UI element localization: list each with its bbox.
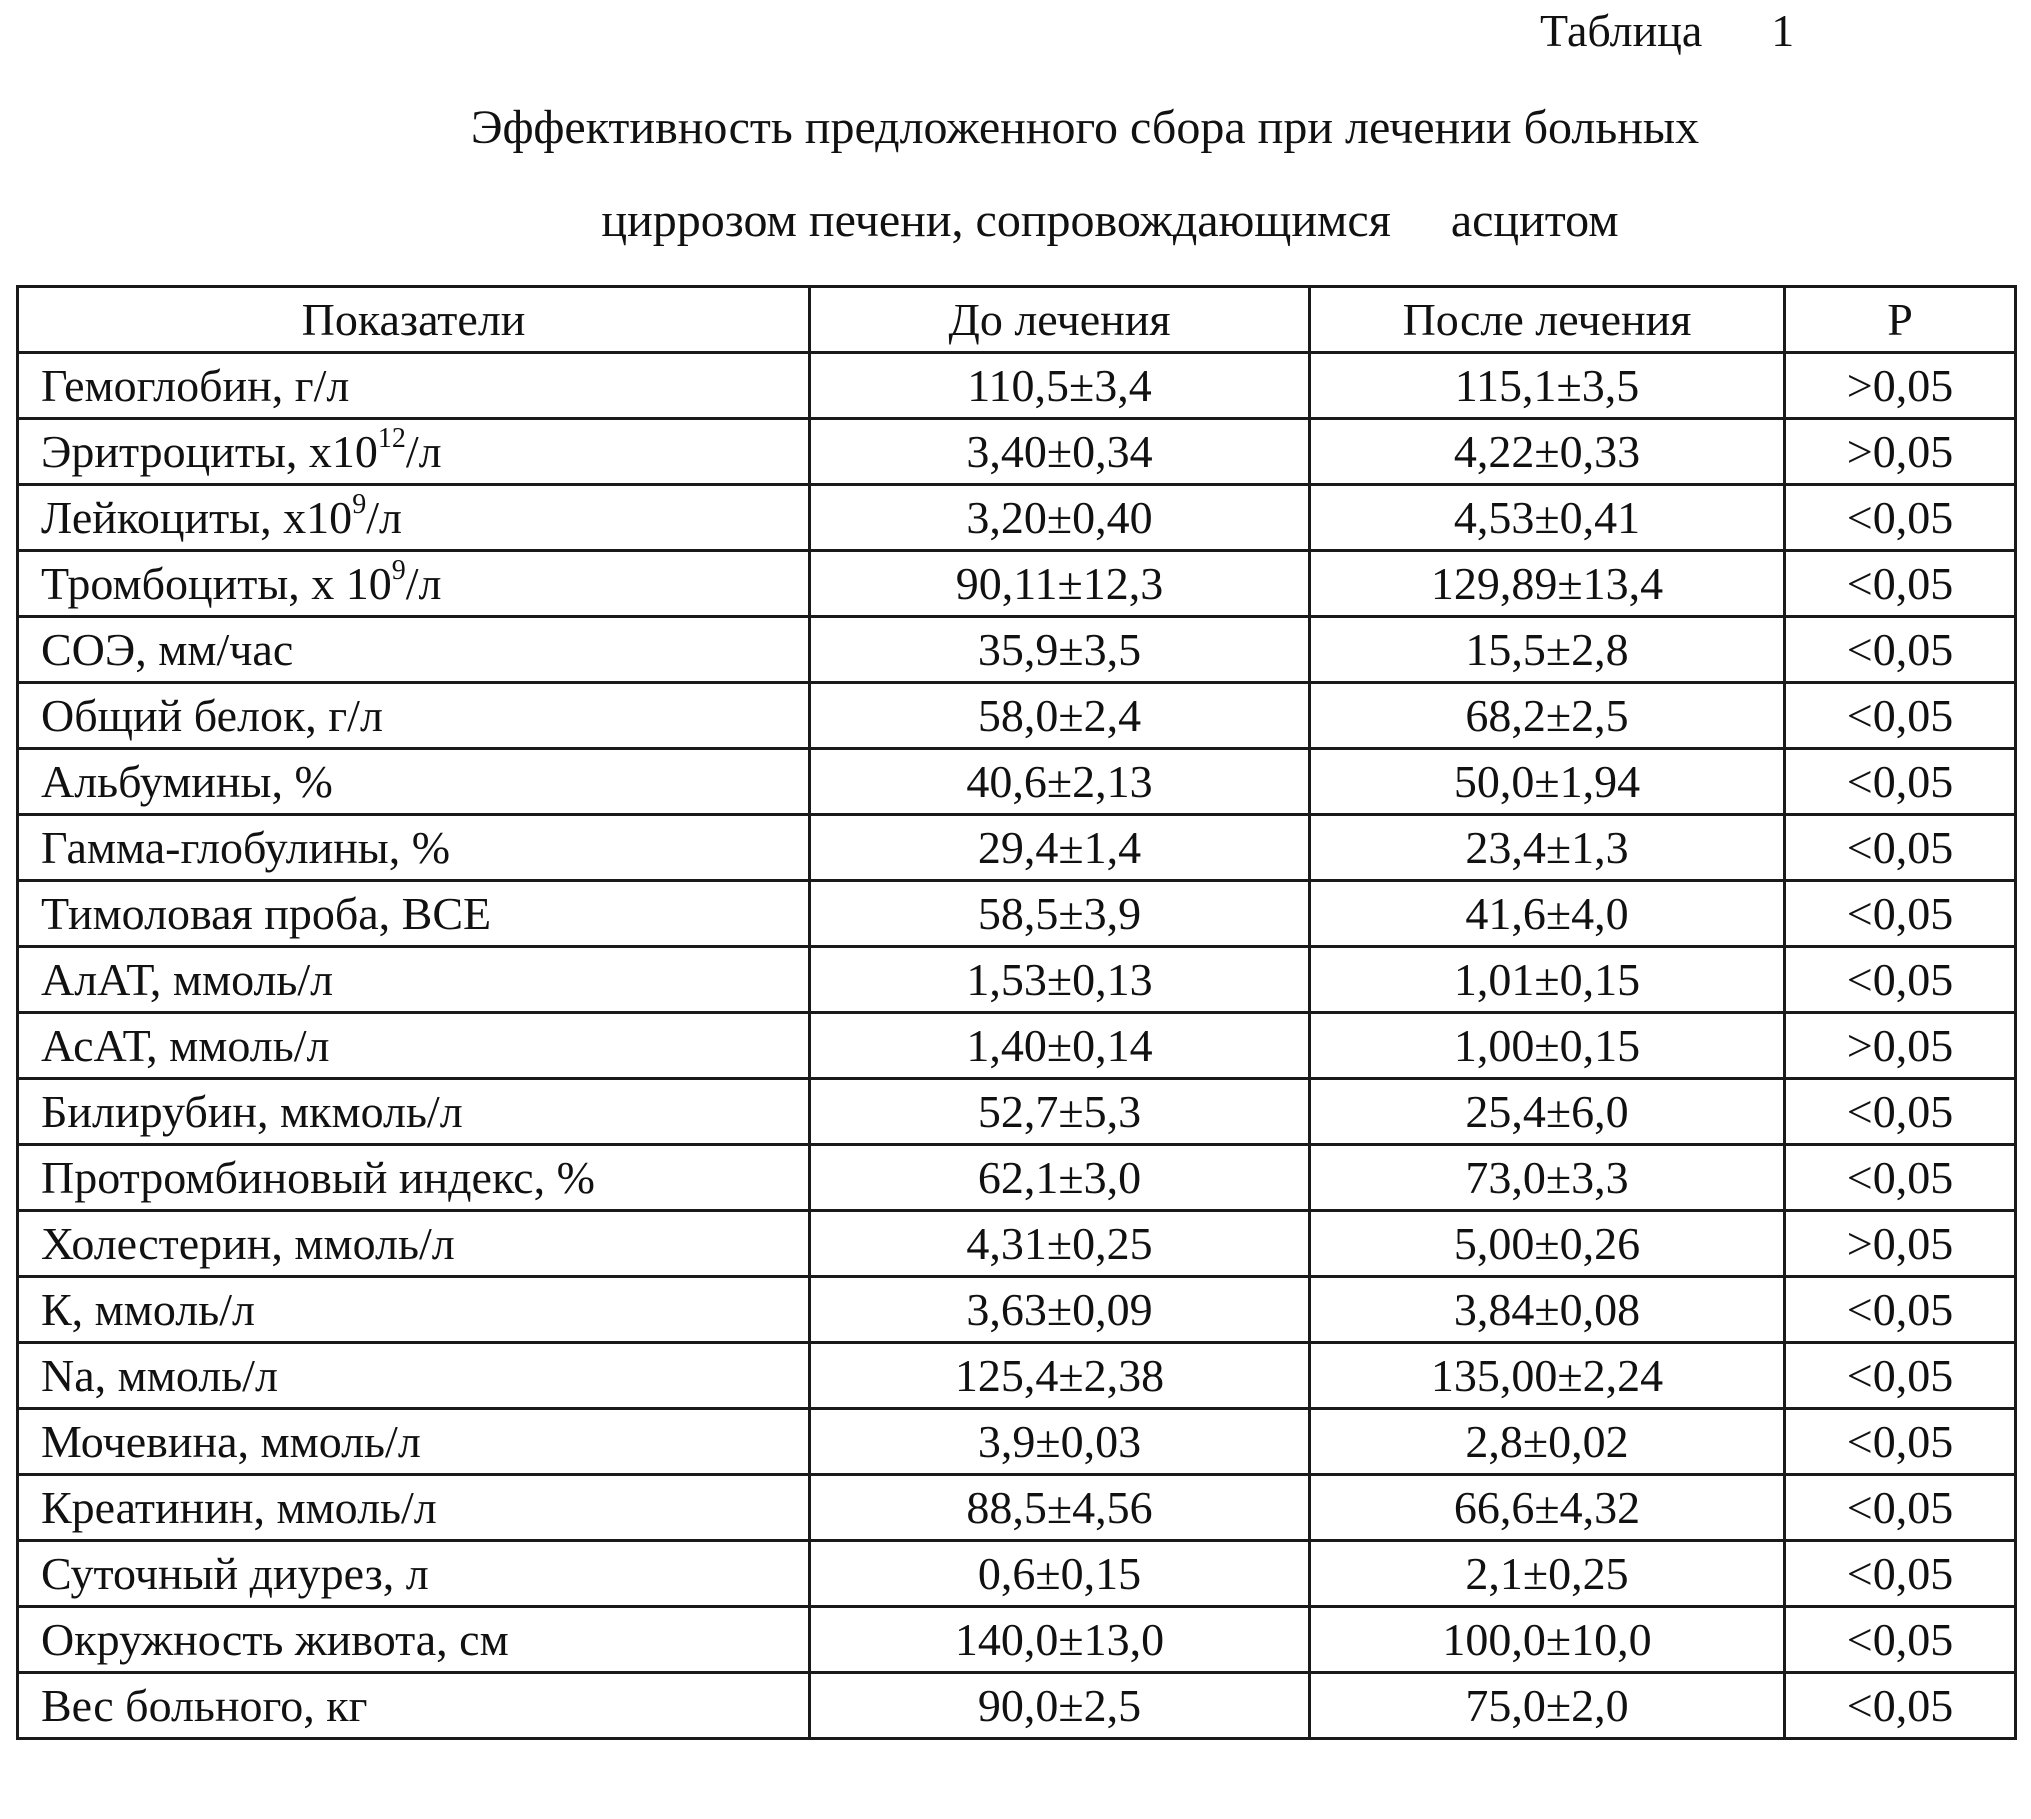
- table-row: [18, 1409, 2016, 1475]
- p-value: <0,05: [1785, 485, 2016, 551]
- indicator-name: [18, 485, 810, 551]
- indicator-name: [18, 353, 810, 419]
- table-row: [18, 1541, 2016, 1607]
- header-before-treatment: До лечения: [810, 287, 1310, 353]
- p-value: <0,05: [1785, 1409, 2016, 1475]
- table-row: [18, 1673, 2016, 1739]
- p-value: <0,05: [1785, 1541, 2016, 1607]
- indicator-name-text: Лейкоциты, x10: [41, 491, 353, 543]
- value-before-treatment: 110,5±3,4: [810, 353, 1310, 419]
- value-before-treatment: 88,5±4,56: [810, 1475, 1310, 1541]
- table-row: [18, 881, 2016, 947]
- value-after-treatment: 41,6±4,0: [1310, 881, 1785, 947]
- indicator-name: [18, 1013, 810, 1079]
- unit-suffix: /л: [405, 557, 442, 609]
- p-value: >0,05: [1785, 1211, 2016, 1277]
- table-row: [18, 815, 2016, 881]
- value-after-treatment: 15,5±2,8: [1310, 617, 1785, 683]
- value-after-treatment: 2,1±0,25: [1310, 1541, 1785, 1607]
- p-value: <0,05: [1785, 1145, 2016, 1211]
- value-before-treatment: 3,40±0,34: [810, 419, 1310, 485]
- p-value: <0,05: [1785, 947, 2016, 1013]
- value-before-treatment: 0,6±0,15: [810, 1541, 1310, 1607]
- indicator-name-text: Тромбоциты, x 10: [41, 557, 392, 609]
- value-after-treatment: 2,8±0,02: [1310, 1409, 1785, 1475]
- indicator-name-text: Билирубин, мкмоль/л: [41, 1085, 463, 1137]
- indicator-name: [18, 1475, 810, 1541]
- indicator-name-text: Вес больного, кг: [41, 1679, 368, 1731]
- value-after-treatment: 50,0±1,94: [1310, 749, 1785, 815]
- indicator-name: [18, 419, 810, 485]
- table-row: [18, 1013, 2016, 1079]
- indicator-name-text: Окружность живота, см: [41, 1613, 509, 1665]
- p-value: <0,05: [1785, 1343, 2016, 1409]
- value-after-treatment: 73,0±3,3: [1310, 1145, 1785, 1211]
- indicator-name: [18, 1607, 810, 1673]
- indicator-name: [18, 1673, 810, 1739]
- value-before-treatment: 4,31±0,25: [810, 1211, 1310, 1277]
- value-after-treatment: 115,1±3,5: [1310, 353, 1785, 419]
- value-after-treatment: 1,01±0,15: [1310, 947, 1785, 1013]
- value-before-treatment: 3,63±0,09: [810, 1277, 1310, 1343]
- value-before-treatment: 58,0±2,4: [810, 683, 1310, 749]
- indicator-name: [18, 1079, 810, 1145]
- table-row: [18, 1079, 2016, 1145]
- indicator-name: [18, 815, 810, 881]
- indicator-name-text: Суточный диурез, л: [41, 1547, 429, 1599]
- value-before-treatment: 40,6±2,13: [810, 749, 1310, 815]
- indicator-name: [18, 1277, 810, 1343]
- indicator-name: [18, 683, 810, 749]
- results-table: [16, 285, 2017, 1740]
- value-before-treatment: 1,53±0,13: [810, 947, 1310, 1013]
- value-before-treatment: 35,9±3,5: [810, 617, 1310, 683]
- p-value: <0,05: [1785, 551, 2016, 617]
- indicator-name: [18, 1541, 810, 1607]
- p-value: <0,05: [1785, 683, 2016, 749]
- indicator-name-text: К, ммоль/л: [41, 1283, 255, 1335]
- p-value: <0,05: [1785, 617, 2016, 683]
- indicator-name-text: Тимоловая проба, ВСЕ: [41, 887, 492, 939]
- value-after-treatment: 75,0±2,0: [1310, 1673, 1785, 1739]
- value-before-treatment: 3,9±0,03: [810, 1409, 1310, 1475]
- value-before-treatment: 3,20±0,40: [810, 485, 1310, 551]
- value-before-treatment: 58,5±3,9: [810, 881, 1310, 947]
- table-caption-line-1: Эффективность предложенного сбора при лечении больных: [470, 101, 1700, 154]
- unit-suffix: /л: [405, 425, 442, 477]
- table-row: [18, 947, 2016, 1013]
- unit-exponent: 9: [391, 554, 406, 586]
- value-before-treatment: 90,0±2,5: [810, 1673, 1310, 1739]
- indicator-name: [18, 881, 810, 947]
- indicator-name-text: Гамма-глобулины, %: [41, 821, 451, 873]
- indicator-name: [18, 1211, 810, 1277]
- table-body: [18, 353, 2016, 1739]
- header-p-value: P: [1785, 287, 2016, 353]
- p-value: <0,05: [1785, 1673, 2016, 1739]
- value-after-treatment: 25,4±6,0: [1310, 1079, 1785, 1145]
- table-number-label: Таблица 1: [1540, 5, 1795, 56]
- value-before-treatment: 140,0±13,0: [810, 1607, 1310, 1673]
- table-row: [18, 683, 2016, 749]
- table-row: [18, 1277, 2016, 1343]
- table-header-row: [18, 287, 2016, 353]
- p-value: <0,05: [1785, 1277, 2016, 1343]
- indicator-name: [18, 1145, 810, 1211]
- value-before-treatment: 29,4±1,4: [810, 815, 1310, 881]
- value-after-treatment: 1,00±0,15: [1310, 1013, 1785, 1079]
- indicator-name-text: Протромбиновый индекс, %: [41, 1151, 595, 1203]
- table-row: [18, 353, 2016, 419]
- unit-suffix: /л: [366, 491, 402, 543]
- value-before-treatment: 62,1±3,0: [810, 1145, 1310, 1211]
- indicator-name-text: Мочевина, ммоль/л: [41, 1415, 421, 1467]
- indicator-name: [18, 947, 810, 1013]
- table-row: [18, 1607, 2016, 1673]
- value-after-treatment: 23,4±1,3: [1310, 815, 1785, 881]
- p-value: >0,05: [1785, 419, 2016, 485]
- table-row: [18, 1211, 2016, 1277]
- table-row: [18, 551, 2016, 617]
- value-before-treatment: 52,7±5,3: [810, 1079, 1310, 1145]
- value-after-treatment: 135,00±2,24: [1310, 1343, 1785, 1409]
- table-row: [18, 749, 2016, 815]
- value-after-treatment: 5,00±0,26: [1310, 1211, 1785, 1277]
- indicator-name: [18, 749, 810, 815]
- value-after-treatment: 129,89±13,4: [1310, 551, 1785, 617]
- unit-exponent: 12: [377, 422, 406, 454]
- p-value: <0,05: [1785, 881, 2016, 947]
- table-row: [18, 1475, 2016, 1541]
- indicator-name: [18, 1343, 810, 1409]
- indicator-name-text: Холестерин, ммоль/л: [41, 1217, 455, 1269]
- p-value: >0,05: [1785, 353, 2016, 419]
- table-caption-line-2: циррозом печени, сопровождающимся асцитом: [601, 194, 1619, 247]
- indicator-name: [18, 617, 810, 683]
- table-row: [18, 617, 2016, 683]
- indicator-name-text: Альбумины, %: [41, 755, 333, 807]
- table-row: [18, 419, 2016, 485]
- p-value: <0,05: [1785, 1475, 2016, 1541]
- table-row: [18, 1145, 2016, 1211]
- header-after-treatment: После лечения: [1310, 287, 1785, 353]
- value-after-treatment: 4,22±0,33: [1310, 419, 1785, 485]
- indicator-name-text: СОЭ, мм/час: [41, 623, 294, 675]
- indicator-name-text: АлАТ, ммоль/л: [41, 953, 334, 1005]
- value-before-treatment: 125,4±2,38: [810, 1343, 1310, 1409]
- indicator-name-text: Креатинин, ммоль/л: [41, 1481, 437, 1533]
- value-before-treatment: 90,11±12,3: [810, 551, 1310, 617]
- value-after-treatment: 66,6±4,32: [1310, 1475, 1785, 1541]
- indicator-name-text: Гемоглобин, г/л: [41, 359, 350, 411]
- unit-exponent: 9: [352, 488, 367, 520]
- p-value: <0,05: [1785, 815, 2016, 881]
- value-after-treatment: 68,2±2,5: [1310, 683, 1785, 749]
- p-value: <0,05: [1785, 1079, 2016, 1145]
- indicator-name-text: АсАТ, ммоль/л: [41, 1019, 330, 1071]
- p-value: <0,05: [1785, 1607, 2016, 1673]
- indicator-name: [18, 1409, 810, 1475]
- value-after-treatment: 3,84±0,08: [1310, 1277, 1785, 1343]
- table-row: [18, 1343, 2016, 1409]
- value-before-treatment: 1,40±0,14: [810, 1013, 1310, 1079]
- indicator-name-text: Общий белок, г/л: [41, 689, 383, 741]
- p-value: <0,05: [1785, 749, 2016, 815]
- indicator-name-text: Na, ммоль/л: [41, 1349, 278, 1401]
- p-value: >0,05: [1785, 1013, 2016, 1079]
- table-row: [18, 485, 2016, 551]
- value-after-treatment: 100,0±10,0: [1310, 1607, 1785, 1673]
- indicator-name: [18, 551, 810, 617]
- value-after-treatment: 4,53±0,41: [1310, 485, 1785, 551]
- header-indicators: Показатели: [18, 287, 810, 353]
- indicator-name-text: Эритроциты, x10: [41, 425, 378, 477]
